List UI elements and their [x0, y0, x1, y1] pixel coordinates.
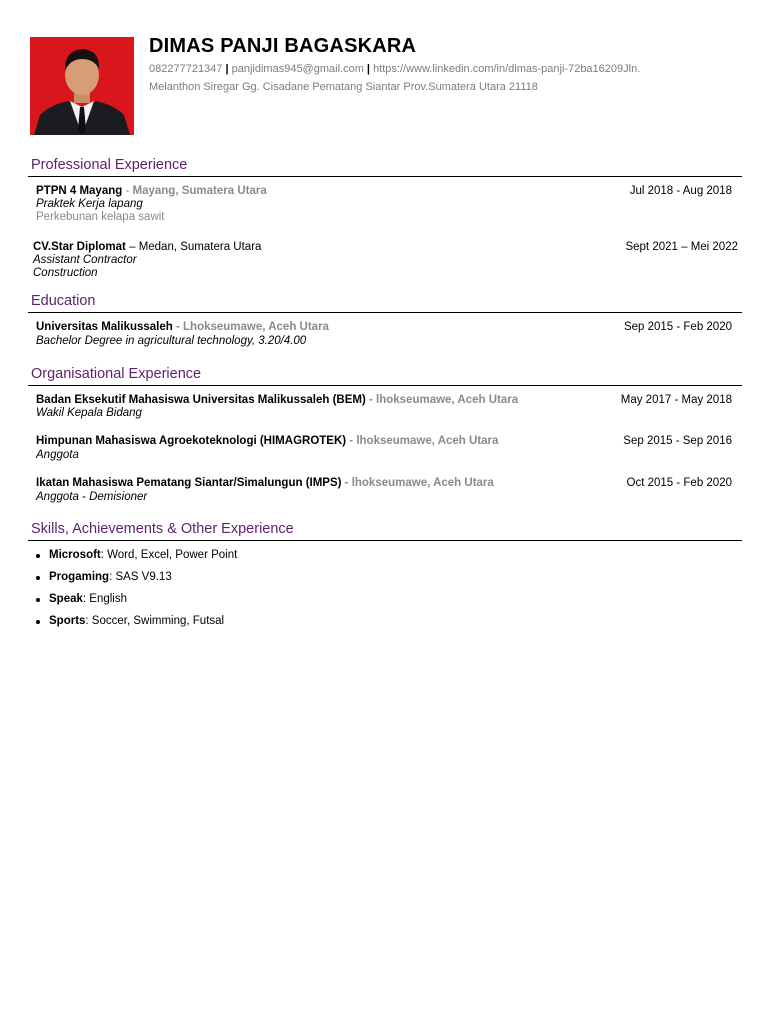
entry-location: - Lhokseumawe, Aceh Utara: [172, 321, 329, 333]
address: Melanthon Siregar Gg. Cisadane Pematang Siantar Prov.Sumatera Utara 21118: [149, 81, 538, 93]
section-divider: [28, 312, 742, 313]
entry-date: Oct 2015 - Feb 2020: [626, 477, 732, 489]
entry-header: [36, 477, 494, 490]
skill-label: Progaming: [49, 571, 110, 583]
section-title-organisational: Organisational Experience: [31, 366, 202, 382]
separator: |: [366, 63, 370, 75]
entry-organization: Himpunan Mahasiswa Agroekoteknologi (HIMAGROTEK): [36, 435, 347, 447]
profile-photo: [30, 37, 134, 135]
skill-value: : SAS V9.13: [109, 571, 172, 583]
entry-role: Anggota - Demisioner: [36, 491, 148, 503]
email-link[interactable]: panjidimas945@gmail.com: [231, 63, 364, 75]
skill-value: : Word, Excel, Power Point: [100, 549, 238, 561]
section-divider: [28, 540, 742, 541]
entry-organization: Universitas Malikussaleh: [36, 321, 173, 333]
entry-organization: Ikatan Mahasiswa Pematang Siantar/Simalungun (IMPS): [36, 477, 342, 489]
bullet-icon: [36, 598, 40, 602]
entry-location: - lhokseumawe, Aceh Utara: [346, 435, 499, 447]
skill-value: : English: [82, 593, 127, 605]
skill-label: Speak: [49, 593, 83, 605]
entry-role: Bachelor Degree in agricultural technology, 3.20/4.00: [36, 335, 307, 347]
candidate-name: DIMAS PANJI BAGASKARA: [149, 35, 417, 57]
bullet-icon: [36, 554, 40, 558]
entry-header: [36, 435, 498, 448]
entry-header: [36, 321, 329, 334]
entry-header: [36, 185, 267, 198]
list-item: [49, 571, 172, 584]
entry-header: [33, 241, 261, 254]
entry-date: Sep 2015 - Sep 2016: [623, 435, 732, 447]
entry-role: Anggota: [36, 449, 79, 461]
skill-label: Sports: [49, 615, 86, 627]
bullet-icon: [36, 620, 40, 624]
entry-date: Sep 2015 - Feb 2020: [623, 321, 732, 333]
section-title-professional: Professional Experience: [31, 157, 188, 173]
entry-organization: Badan Eksekutif Mahasiswa Universitas Malikussaleh (BEM): [36, 394, 366, 406]
entry-location: Mayang, Sumatera Utara: [132, 185, 267, 197]
entry-location: Medan, Sumatera Utara: [138, 241, 262, 253]
entry-date: May 2017 - May 2018: [620, 394, 732, 406]
skill-label: Microsoft: [49, 549, 101, 561]
entry-organization: CV.Star Diplomat: [33, 241, 126, 253]
entry-location: - lhokseumawe, Aceh Utara: [365, 394, 519, 406]
linkedin-link[interactable]: https://www.linkedin.com/in/dimas-panji-72ba16209Jln.: [373, 63, 641, 75]
list-item: [49, 593, 127, 606]
section-divider: [28, 385, 742, 386]
entry-dash: –: [125, 241, 139, 253]
list-item: [49, 549, 237, 562]
list-item: [49, 615, 224, 628]
entry-role: Assistant Contractor: [33, 254, 137, 266]
skill-value: : Soccer, Swimming, Futsal: [85, 615, 225, 627]
bullet-icon: [36, 576, 40, 580]
entry-date: Jul 2018 - Aug 2018: [629, 185, 732, 197]
section-title-skills: Skills, Achievements & Other Experience: [31, 521, 294, 537]
entry-detail: Perkebunan kelapa sawit: [36, 211, 165, 223]
section-divider: [28, 176, 742, 177]
entry-role: Wakil Kepala Bidang: [36, 407, 142, 419]
entry-role: Praktek Kerja lapang: [36, 198, 143, 210]
contact-line: [149, 63, 640, 75]
separator: |: [225, 63, 229, 75]
entry-header: [36, 394, 518, 407]
entry-location: - lhokseumawe, Aceh Utara: [341, 477, 494, 489]
entry-organization: PTPN 4 Mayang: [36, 185, 123, 197]
entry-date: Sept 2021 – Mei 2022: [625, 241, 738, 253]
entry-detail: Construction: [33, 267, 98, 279]
section-title-education: Education: [31, 293, 96, 309]
entry-dash: -: [122, 185, 133, 197]
phone-number: 082277721347: [149, 63, 223, 75]
